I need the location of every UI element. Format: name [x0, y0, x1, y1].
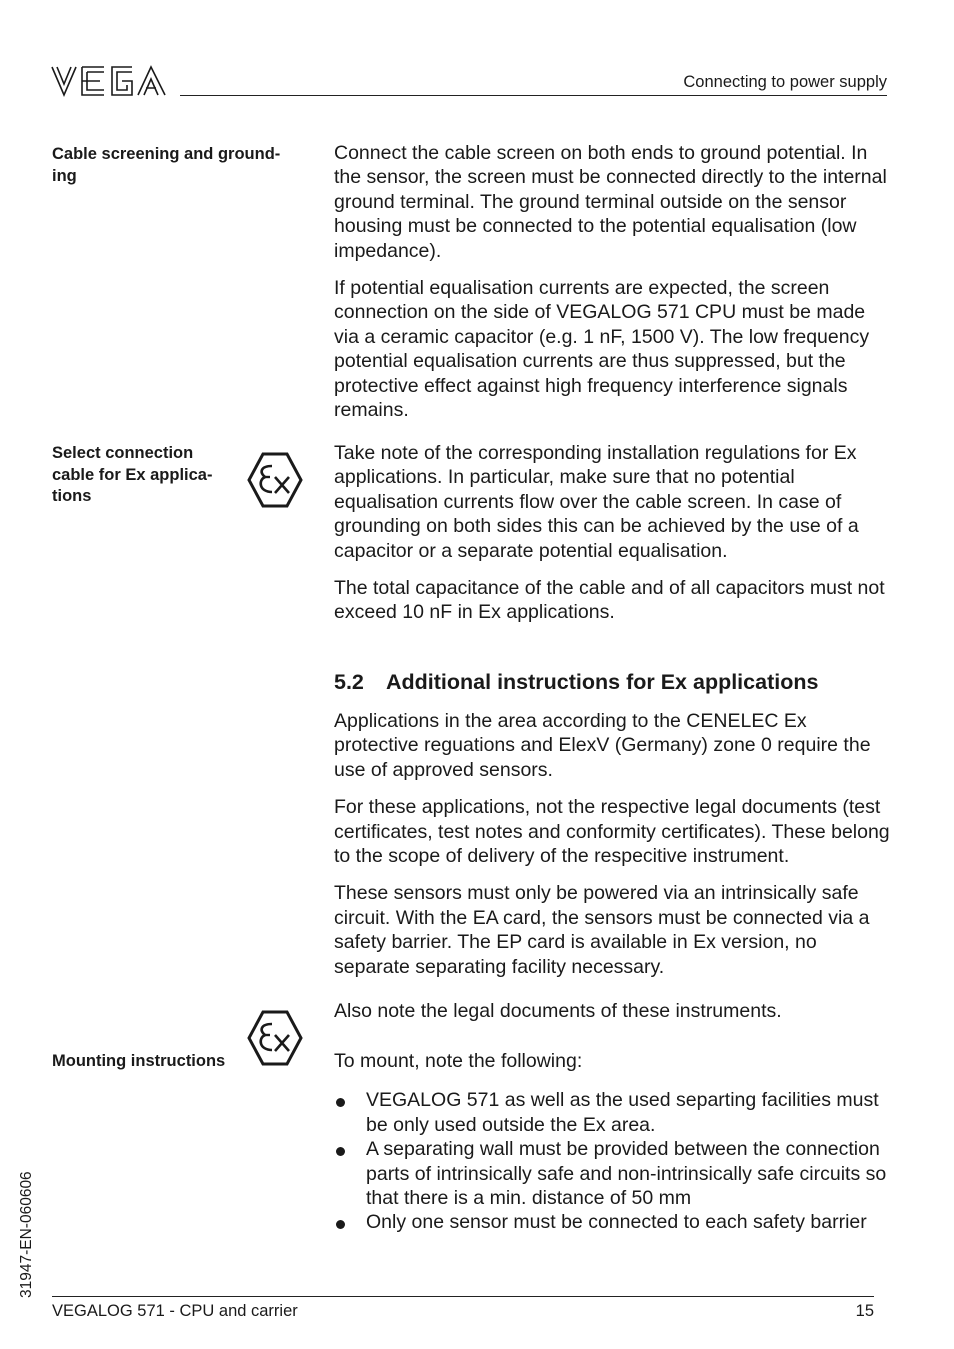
side-label-line: Cable screening and ground-: [52, 145, 281, 163]
list-item: A separating wall must be provided between the connection parts of intrinsically safe and non-intrinsically safe circuits so that there is a min. distance of 50 mm: [334, 1137, 890, 1210]
paragraph: Connect the cable screen on both ends to ground potential. In the sensor, the screen must be connected directly to the internal ground terminal. The ground terminal outside on the sensor housing must be connected to the potential equalisation (low impedance).: [334, 142, 887, 262]
side-label-mounting: Mounting instructions: [52, 1052, 226, 1070]
list-item: Only one sensor must be connected to each safety barrier: [334, 1210, 890, 1234]
paragraph: These sensors must only be powered via an intrinsically safe circuit. With the EA card, the sensors must be connected via a safety barrier. The EP card is available in Ex version, no separate separating facility necessary.: [334, 882, 870, 978]
ex-icon: [247, 452, 303, 508]
select-cable-ex-text: [334, 441, 890, 625]
list-item: VEGALOG 571 as well as the used separting facilities must be only used outside the Ex area.: [334, 1088, 890, 1137]
section-number: 5.2: [334, 670, 364, 694]
header-title: Connecting to power supply: [683, 73, 887, 91]
footer-title: VEGALOG 571 - CPU and carrier: [52, 1302, 298, 1320]
page-number: 15: [855, 1302, 874, 1320]
side-label-line: ing: [52, 166, 77, 185]
vega-logo: [50, 64, 168, 98]
footer-rule: [52, 1296, 874, 1297]
paragraph: Take note of the corresponding installation regulations for Ex applications. In particular, make sure that no potential equalisation currents flow over the cable screen. In case of grounding on both sides this can be achieved by the use of a capacitor or a separate potential equalisation.: [334, 442, 859, 562]
mounting-bullet-list: [334, 1088, 890, 1234]
paragraph: For these applications, not the respective legal documents (test certificates, test notes and conformity certificates). These belong to the scope of delivery of the respecitive instrument.: [334, 796, 890, 868]
paragraph: The total capacitance of the cable and of all capacitors must not exceed 10 nF in Ex applications.: [334, 577, 885, 624]
paragraph: To mount, note the following:: [334, 1050, 583, 1072]
additional-ex-text: [334, 709, 890, 1023]
mounting-text: [334, 1049, 890, 1235]
paragraph: If potential equalisation currents are expected, the screen connection on the side of VEGALOG 571 CPU must be made via a ceramic capacitor (e.g. 1 nF, 1500 V). The low frequency potential equalisation currents are thus suppressed, but the protective effect against high frequency interference signals remains.: [334, 277, 870, 422]
paragraph: Applications in the area according to the CENELEC Ex protective reguations and ElexV (Germany) zone 0 require the use of approved sensors.: [334, 710, 871, 781]
side-label-line: Select connection: [52, 444, 194, 462]
cable-screening-text: [334, 141, 890, 422]
side-label-cable-screening: [52, 144, 280, 187]
paragraph: Also note the legal documents of these instruments.: [334, 1000, 782, 1023]
ex-icon: [247, 1010, 303, 1066]
header-rule: [180, 95, 887, 96]
document-id: 31947-EN-060606: [18, 1171, 35, 1298]
section-heading: [334, 670, 818, 695]
section-title: Additional instructions for Ex applications: [386, 670, 819, 694]
side-label-line: tions: [52, 487, 92, 505]
side-label-line: cable for Ex applica-: [52, 465, 213, 484]
side-label-select-cable-ex: [52, 443, 212, 508]
